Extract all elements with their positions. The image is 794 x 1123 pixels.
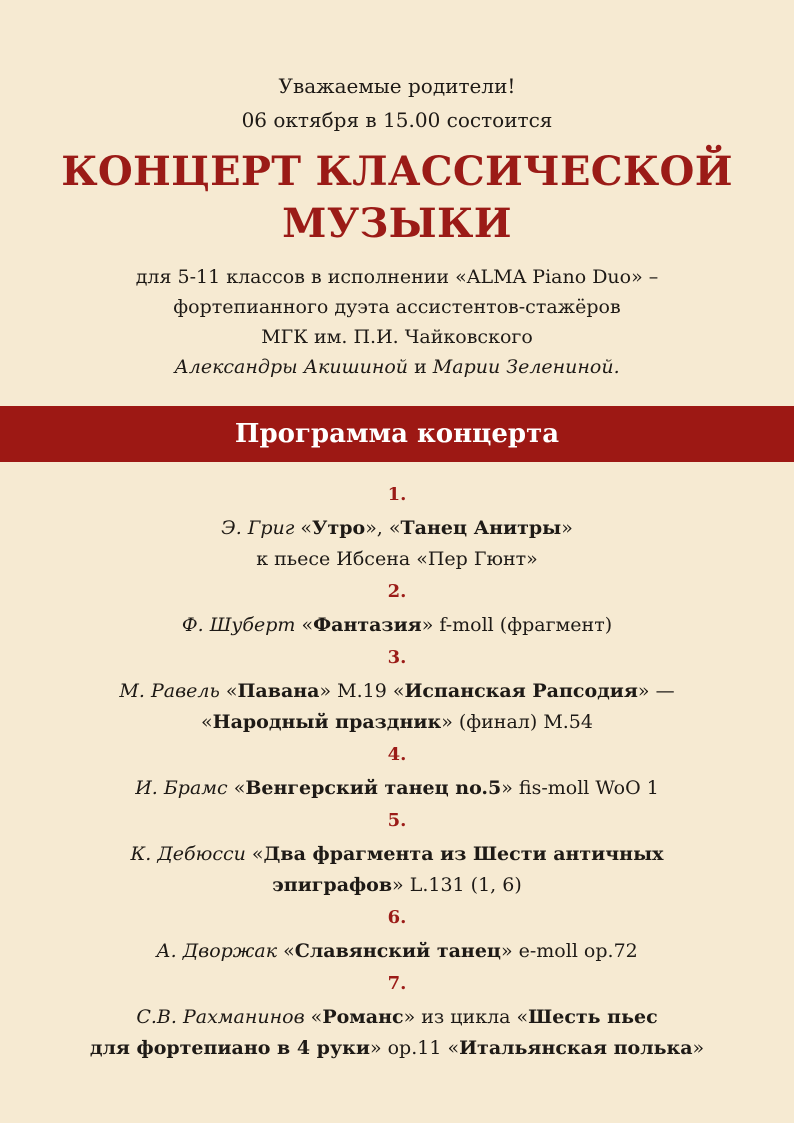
work-title: Утро — [312, 517, 366, 539]
work-title: для фортепиано в 4 руки — [89, 1037, 370, 1059]
work-title: Павана — [237, 680, 320, 702]
program-text: » fis-moll WoO 1 — [501, 777, 659, 799]
program-list — [60, 478, 734, 1064]
program-item-number: 3. — [387, 647, 407, 668]
work-title: Два фрагмента из Шести античных — [263, 843, 664, 865]
performers-line — [0, 352, 794, 382]
program-item-line — [60, 707, 734, 738]
program-item — [60, 808, 734, 901]
program-item-line — [60, 513, 734, 544]
description-line-1: для 5-11 классов в исполнении «ALMA Piano Duo» – — [135, 266, 659, 288]
concert-description — [0, 262, 794, 382]
program-item-line — [60, 870, 734, 901]
event-dateline: 06 октября в 15.00 состоится — [241, 108, 553, 132]
performer-1: Александры Акишиной — [174, 356, 409, 378]
work-title: Венгерский танец no.5 — [245, 777, 502, 799]
program-item — [60, 579, 734, 641]
program-item-line — [60, 773, 734, 804]
program-item-line — [60, 1002, 734, 1033]
performer-2: Марии Зелениной. — [432, 356, 620, 378]
program-text: « — [294, 517, 313, 539]
program-item — [60, 742, 734, 804]
composer-name: С.В. Рахманинов — [136, 1006, 305, 1028]
page-title — [0, 146, 794, 250]
program-text: » — — [637, 680, 675, 702]
program-item-line — [60, 610, 734, 641]
program-text: » f-moll (фрагмент) — [421, 614, 613, 636]
program-item-number: 5. — [387, 810, 407, 831]
program-text: « — [295, 614, 314, 636]
composer-name: Э. Григ — [221, 517, 295, 539]
program-item — [60, 645, 734, 738]
work-title: Шесть пьес — [528, 1006, 658, 1028]
program-text: » (финал) M.54 — [441, 711, 593, 733]
work-title: Испанская Рапсодия — [404, 680, 638, 702]
program-item-line — [60, 676, 734, 707]
composer-name: И. Брамс — [135, 777, 228, 799]
work-title: Итальянская полька — [459, 1037, 693, 1059]
program-text: » M.19 « — [319, 680, 405, 702]
program-item — [60, 971, 734, 1064]
program-text: » из цикла « — [403, 1006, 529, 1028]
program-item-number: 1. — [387, 484, 407, 505]
work-title: Танец Анитры — [400, 517, 562, 539]
program-banner — [0, 406, 794, 462]
program-banner-label: Программа концерта — [234, 419, 560, 449]
program-text: « — [201, 711, 213, 733]
work-title: эпиграфов — [272, 874, 393, 896]
program-item-line — [60, 839, 734, 870]
program-text: к пьесе Ибсена «Пер Гюнт» — [256, 548, 538, 570]
program-item-number: 7. — [387, 973, 407, 994]
program-item-line — [60, 544, 734, 575]
description-line-3: МГК им. П.И. Чайковского — [261, 326, 533, 348]
program-text: » L.131 (1, 6) — [392, 874, 522, 896]
greeting: Уважаемые родители! — [278, 74, 516, 98]
program-item — [60, 482, 734, 575]
program-text: », « — [365, 517, 401, 539]
program-text: » — [561, 517, 573, 539]
program-text: « — [245, 843, 264, 865]
program-text: « — [219, 680, 238, 702]
program-item-number: 6. — [387, 907, 407, 928]
title-line-1: КОНЦЕРТ КЛАССИЧЕСКОЙ — [61, 148, 733, 195]
program-text: « — [227, 777, 246, 799]
program-item-line — [60, 1033, 734, 1064]
program-text: « — [277, 940, 295, 962]
program-text: » op.11 « — [369, 1037, 460, 1059]
composer-name: Ф. Шуберт — [181, 614, 296, 636]
program-item — [60, 905, 734, 967]
work-title: Народный праздник — [212, 711, 442, 733]
performers-conjunction: и — [408, 356, 433, 378]
description-line-2: фортепианного дуэта ассистентов-стажёров — [173, 296, 621, 318]
program-item-number: 2. — [387, 581, 407, 602]
composer-name: К. Дебюсси — [130, 843, 246, 865]
work-title: Славянский танец — [294, 940, 501, 962]
composer-name: А. Дворжак — [156, 940, 278, 962]
program-item-line — [60, 936, 734, 967]
work-title: Фантазия — [313, 614, 422, 636]
composer-name: М. Равель — [119, 680, 220, 702]
title-line-2: МУЗЫКИ — [282, 200, 512, 247]
work-title: Романс — [322, 1006, 404, 1028]
program-text: » e-moll op.72 — [500, 940, 638, 962]
program-text: » — [692, 1037, 705, 1059]
program-item-number: 4. — [387, 744, 407, 765]
program-text: « — [304, 1006, 323, 1028]
